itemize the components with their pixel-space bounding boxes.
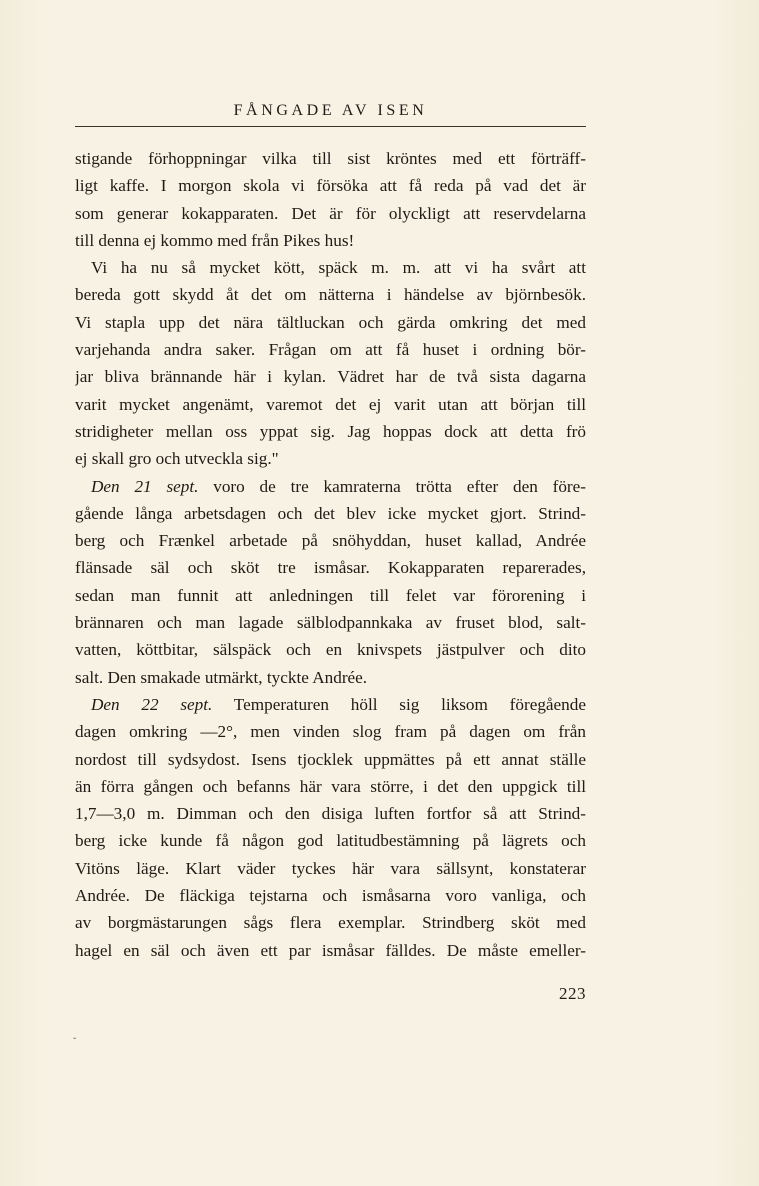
text-line: 1,7—3,0 m. Dimman och den disiga luften fortfor så att Strind- xyxy=(75,804,586,824)
text-line: dagen omkring —2°, men vinden slog fram på dagen om från xyxy=(75,722,586,742)
text-line: hagel en säl och även ett par ismåsar fälldes. De måste emeller- xyxy=(75,940,586,960)
text-line: Vi ha nu så mycket kött, späck m. m. att vi ha svårt att xyxy=(91,258,586,278)
entry-date: Den 21 sept. xyxy=(91,476,199,496)
text-line: bereda gott skydd åt det om nätterna i händelse av björnbesök. xyxy=(75,285,586,305)
text-line: Vi stapla upp det nära tältluckan och gärda omkring det med xyxy=(75,312,586,332)
text-line: jar bliva brännande här i kylan. Vädret har de två sista dagarna xyxy=(75,367,586,387)
text-line: salt. Den smakade utmärkt, tyckte Andrée. xyxy=(75,667,368,687)
header-rule xyxy=(75,126,586,127)
text-line: stigande förhoppningar vilka till sist kröntes med ett förträff- xyxy=(75,149,586,168)
text-line: Vitöns läge. Klart väder tyckes här vara sällsynt, konstaterar xyxy=(75,858,586,878)
text-line: sedan man funnit att anledningen till felet var förorening i xyxy=(75,585,586,605)
text-line: vatten, köttbitar, sälspäck och en knivspets jästpulver och dito xyxy=(75,640,586,660)
entry-text: voro de tre kamraterna trötta efter den före- xyxy=(198,476,586,496)
text-line: brännaren och man lagade sälblodpannkaka av fruset blod, salt- xyxy=(75,613,586,633)
running-head: FÅNGADE AV ISEN xyxy=(233,102,428,119)
text-line: berg och Frænkel arbetade på snöhyddan, huset kallad, Andrée xyxy=(75,531,586,551)
text-line: ligt kaffe. I morgon skola vi försöka att få reda på vad det är xyxy=(75,176,586,196)
text-line xyxy=(75,473,586,500)
text-line xyxy=(75,691,586,718)
text-line: som generar kokapparaten. Det är för olyckligt att reservdelarna xyxy=(75,203,586,223)
text-line: stridigheter mellan oss yppat sig. Jag hoppas dock att detta frö xyxy=(75,421,586,441)
text-line: varjehanda andra saker. Frågan om att få huset i ordning bör- xyxy=(75,340,586,360)
text-line: av borgmästarungen sågs flera exemplar. Strindberg sköt med xyxy=(75,913,586,933)
entry-date: Den 22 sept. xyxy=(91,694,213,714)
body-text xyxy=(75,145,586,964)
page-number: 223 xyxy=(559,984,586,1003)
entry-text: Temperaturen höll sig liksom föregående xyxy=(212,694,586,714)
text-line: flänsade säl och sköt tre ismåsar. Kokapparaten reparerades, xyxy=(75,558,586,578)
text-line: varit mycket angenämt, varemot det ej varit utan att början till xyxy=(75,394,586,414)
text-line: Andrée. De fläckiga tejstarna och ismåsarna voro vanliga, och xyxy=(75,886,586,906)
text-line: till denna ej kommo med från Pikes hus! xyxy=(75,230,355,250)
text-line: gående långa arbetsdagen och det blev icke mycket gjort. Strind- xyxy=(75,503,586,523)
text-line: än förra gången och befanns här vara större, i det den uppgick till xyxy=(75,776,586,796)
stray-mark: ˇ xyxy=(73,1037,77,1048)
text-line: nordost till sydsydost. Isens tjocklek uppmättes på ett annat ställe xyxy=(75,749,586,769)
text-line: berg icke kunde få någon god latitudbestämning på lägrets och xyxy=(75,831,586,851)
text-line: ej skall gro och utveckla sig." xyxy=(75,449,279,469)
